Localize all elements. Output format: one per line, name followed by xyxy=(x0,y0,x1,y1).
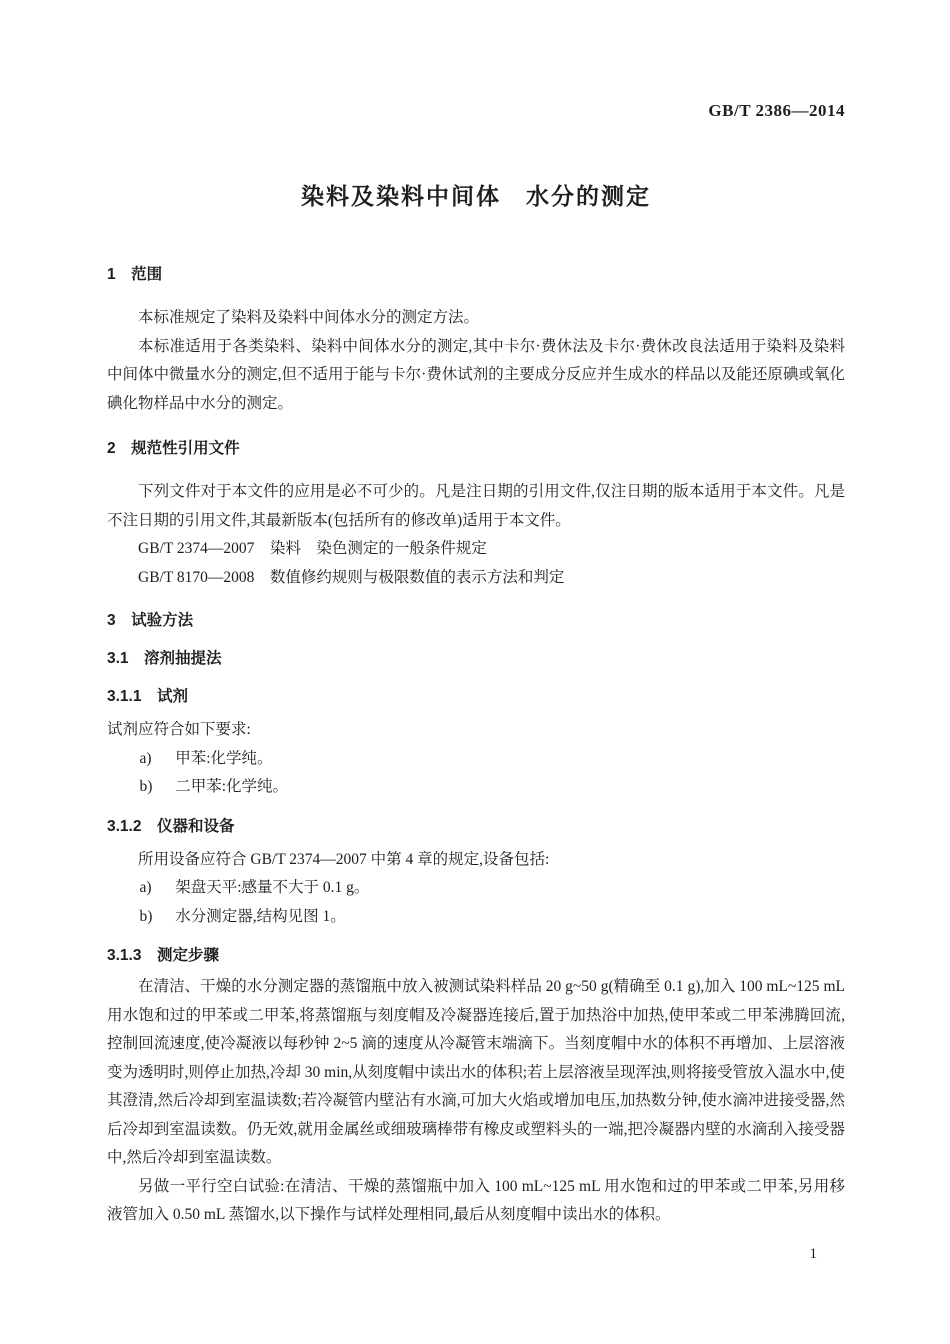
section-1-paragraph-1: 本标准规定了染料及染料中间体水分的测定方法。 xyxy=(138,309,480,326)
list-item-text: 二甲苯:化学纯。 xyxy=(175,778,288,795)
procedure-paragraph-2: 另做一平行空白试验:在清洁、干燥的蒸馏瓶中加入 100 mL~125 mL 用水饱和过的甲苯或二甲苯,另用移液管加入 0.50 mL 蒸馏水,以下操作与试样处理相同,最后从刻度帽中读出水的体积。 xyxy=(107,1177,845,1223)
section-3-1-1-heading: 3.1.1 试剂 xyxy=(107,688,188,705)
reagents-intro: 试剂应符合如下要求: xyxy=(107,721,251,738)
list-item-text: 甲苯:化学纯。 xyxy=(175,749,273,767)
reference-item-1: GB/T 2374—2007 染料 染色测定的一般条件规定 xyxy=(138,540,487,557)
reagent-list-item-b xyxy=(107,773,845,802)
section-3-1-3-heading: 3.1.3 测定步骤 xyxy=(107,947,219,964)
section-2-intro: 下列文件对于本文件的应用是必不可少的。凡是注日期的引用文件,仅注日期的版本适用于本文件。凡是不注日期的引用文件,其最新版本(包括所有的修改单)适用于本文件。 xyxy=(107,483,845,529)
list-item-label: a) xyxy=(139,879,152,896)
list-item-text: 水分测定器,结构见图 1。 xyxy=(175,907,346,925)
equipment-list-item-a xyxy=(107,874,845,903)
document-title: 染料及染料中间体 水分的测定 xyxy=(301,183,651,209)
equipment-list-item-b xyxy=(107,903,845,932)
procedure-paragraph-1: 在清洁、干燥的水分测定器的蒸馏瓶中放入被测试染料样品 20 g~50 g(精确至 0.1 g),加入 100 mL~125 mL 用水饱和过的甲苯或二甲苯,将蒸馏瓶与刻度帽及冷凝器连接后,置于加热浴中加热,使甲苯或二甲苯沸腾回流,控制回流速度,使冷凝液以每秒钟 2~5 滴的速度从冷凝管末端滴下。当刻度帽中水的体积不再增加、上层溶液变为透明时,则停止加热,冷却 30 min,从刻度帽中读出水的体积;若上层溶液呈现浑浊,则将接受管放入温水中,使其澄清,然后冷却到室温读数;若冷凝管内壁沾有水滴,可加大火焰或增加电压,加热数分钟,使水滴冲进接受器,然后冷却到室温读数。仍无效,就用金属丝或细玻璃棒带有橡皮或塑料头的一端,把冷凝器内壁的水滴刮入接受器中,然后冷却到室温读数。 xyxy=(107,978,845,1166)
list-item-label: a) xyxy=(139,749,152,767)
reagent-list-item-a xyxy=(107,745,845,774)
reference-item-2: GB/T 8170—2008 数值修约规则与极限数值的表示方法和判定 xyxy=(138,568,565,586)
section-2-heading: 2 规范性引用文件 xyxy=(107,440,240,457)
section-1-heading: 1 范围 xyxy=(107,266,163,283)
standard-number: GB/T 2386—2014 xyxy=(708,101,845,120)
section-1-paragraph-2: 本标准适用于各类染料、染料中间体水分的测定,其中卡尔·费休法及卡尔·费休改良法适用于染料及染料中间体中微量水分的测定,但不适用于能与卡尔·费休试剂的主要成分反应并生成水的样品以及能还原碘或氧化碘化物样品中水分的测定。 xyxy=(107,337,845,412)
list-item-text: 架盘天平:感量不大于 0.1 g。 xyxy=(175,879,370,896)
section-3-1-2-heading: 3.1.2 仪器和设备 xyxy=(107,817,235,835)
page-number: 1 xyxy=(809,1245,817,1262)
section-3-1-heading: 3.1 溶剂抽提法 xyxy=(107,650,222,667)
list-item-label: b) xyxy=(139,907,153,925)
section-3-heading: 3 试验方法 xyxy=(107,612,194,629)
list-item-label: b) xyxy=(139,778,153,795)
equipment-intro: 所用设备应符合 GB/T 2374—2007 中第 4 章的规定,设备包括: xyxy=(138,850,550,868)
